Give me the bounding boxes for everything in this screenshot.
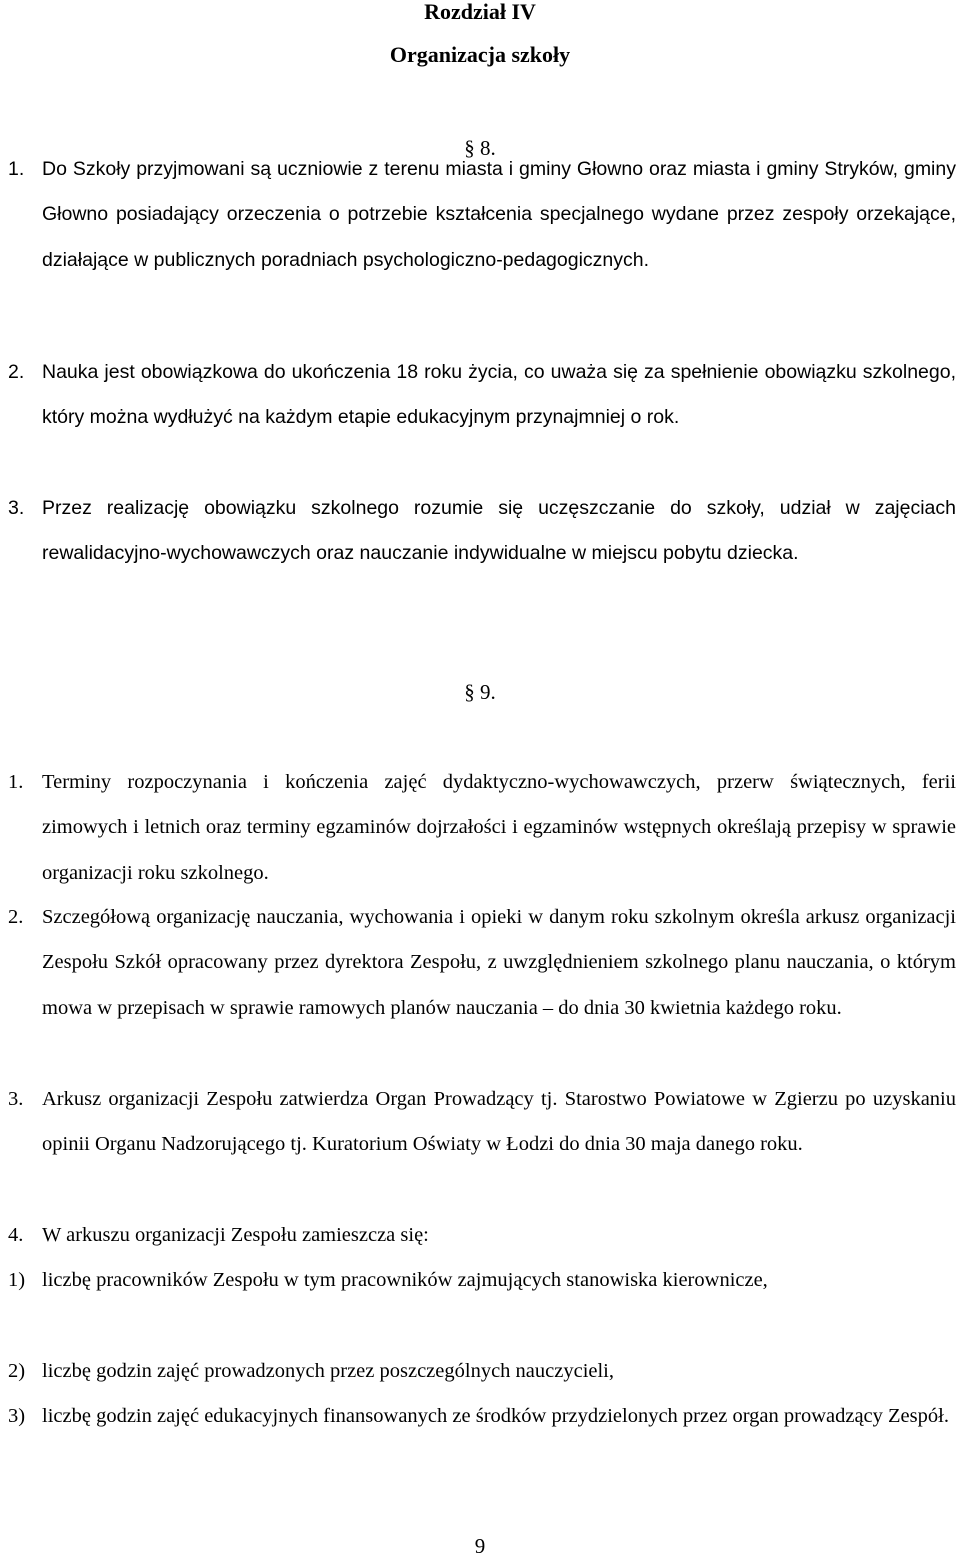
list-number: 3) <box>8 1405 26 1427</box>
paragraph-line: kierownicze, <box>662 1269 768 1291</box>
paragraph-line: egzaminów wstępnych określają przepisy w sprawie organizacji roku szkolnego. <box>42 816 956 884</box>
paragraph-line: organ prowadzący Zespół. <box>732 1405 949 1427</box>
paragraph-8-1 <box>8 147 956 283</box>
paragraph-line: do dnia 30 maja danego roku. <box>559 1133 803 1156</box>
paragraph-line: uwzględnieniem szkolnego planu nauczania, o którym mowa w przepisach w sprawie <box>42 951 957 1019</box>
paragraph-line: Do Szkoły przyjmowani są uczniowie z terenu miasta i gminy Głowno oraz miasta i <box>42 158 761 180</box>
paragraph-line: świątecznych, ferii zimowych i letnich oraz terminy egzaminów dojrzałości i <box>42 771 956 839</box>
list-number: 1) <box>8 1269 26 1291</box>
paragraph-9-1 <box>8 760 956 896</box>
paragraph-9-3 <box>8 1077 956 1168</box>
page-number: 9 <box>474 1534 486 1558</box>
paragraph-9-2 <box>8 895 956 1031</box>
paragraph-line: Zgierzu po uzyskaniu opinii Organu Nadzorującego tj. Kuratorium Oświaty w Łodzi <box>42 1088 957 1156</box>
paragraph-8-2 <box>8 350 956 441</box>
paragraph-line: Nauka jest obowiązkowa do ukończenia 18 roku życia, co uważa się za spełnienie <box>42 361 759 383</box>
paragraph-9-4 <box>8 1213 956 1258</box>
paragraph-number: 3. <box>8 1088 24 1110</box>
paragraph-line: Przez realizację obowiązku szkolnego rozumie się uczęszczanie do szkoły, udział w <box>42 497 860 519</box>
paragraph-line: psychologiczno-pedagogicznych. <box>362 248 650 271</box>
paragraph-line: obowiązku szkolnego, który można wydłużyć na każdym etapie edukacyjnym <box>42 361 956 429</box>
paragraph-line: przynajmniej o rok. <box>515 406 680 429</box>
list-item-3 <box>8 1394 956 1439</box>
list-item-1 <box>8 1258 956 1303</box>
paragraph-line: liczbę pracowników Zespołu w tym pracowników zajmujących stanowiska <box>42 1269 658 1291</box>
paragraph-line: liczbę godzin zajęć prowadzonych przez poszczególnych nauczycieli, <box>42 1360 614 1382</box>
section-mark-9: § 9. <box>464 680 496 704</box>
paragraph-line: określa arkusz organizacji Zespołu Szkół opracowany przez dyrektora Zespołu, z <box>42 906 957 974</box>
paragraph-line: liczbę godzin zajęć edukacyjnych finansowanych ze środków przydzielonych przez <box>42 1405 728 1427</box>
paragraph-line: specjalnego wydane przez zespoły orzekające, działające w publicznych poradniach <box>42 203 956 271</box>
chapter-subtitle: Organizacja szkoły <box>389 42 571 67</box>
paragraph-line: W arkuszu organizacji Zespołu zamieszcza się: <box>42 1224 429 1246</box>
paragraph-number: 1. <box>8 771 24 793</box>
paragraph-line: zajęciach rewalidacyjno-wychowawczych oraz nauczanie indywidualne w miejscu <box>42 497 956 565</box>
paragraph-8-3 <box>8 486 956 577</box>
section-mark-8: § 8. <box>464 136 496 160</box>
paragraph-line: gminy Stryków, gminy Głowno posiadający orzeczenia o potrzebie kształcenia <box>42 158 956 226</box>
paragraph-line: Szczegółową organizację nauczania, wychowania i opieki w danym roku szkolnym <box>42 906 735 928</box>
paragraph-number: 1. <box>8 158 25 180</box>
chapter-title: Rozdział IV <box>424 0 536 24</box>
list-number: 2) <box>8 1360 26 1382</box>
paragraph-number: 2. <box>8 361 25 383</box>
paragraph-line: Terminy rozpoczynania i kończenia zajęć dydaktyczno-wychowawczych, przerw <box>42 771 774 793</box>
paragraph-number: 2. <box>8 906 24 928</box>
paragraph-line: Arkusz organizacji Zespołu zatwierdza Organ Prowadzący tj. Starostwo Powiatowe w <box>42 1088 768 1110</box>
paragraph-number: 3. <box>8 497 25 519</box>
paragraph-line: ramowych planów nauczania – do dnia 30 kwietnia każdego roku. <box>298 996 842 1019</box>
paragraph-number: 4. <box>8 1224 24 1246</box>
list-item-2 <box>8 1349 956 1394</box>
paragraph-line: pobytu dziecka. <box>663 542 799 565</box>
